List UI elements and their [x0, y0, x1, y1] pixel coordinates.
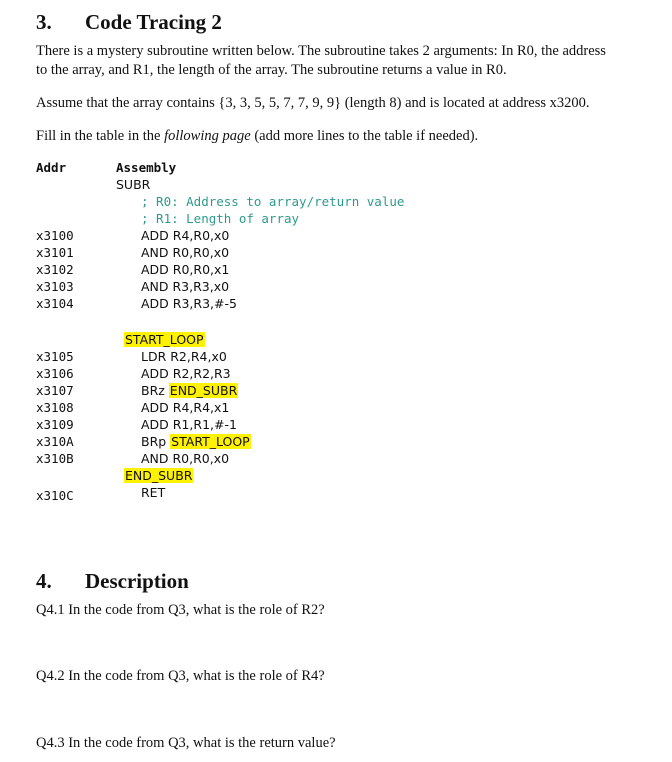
section-4-title: Description	[85, 569, 189, 593]
comment-r0: ; R0: Address to array/return value	[141, 194, 405, 209]
fill-instruction-pre: Fill in the table in the	[36, 128, 165, 144]
fill-instruction-italic: following page	[164, 128, 251, 144]
end-subr-target-highlight: END_SUBR	[169, 383, 238, 398]
instr-x3104: ADD R3,R3,#-5	[141, 296, 237, 311]
end-subr-label	[124, 468, 193, 483]
instr-x3105: LDR R2,R4,x0	[141, 349, 227, 364]
section-3-title: Code Tracing 2	[85, 10, 222, 34]
fill-instruction-post: (add more lines to the table if needed).	[250, 128, 479, 144]
question-4-3: Q4.3 In the code from Q3, what is the return value?	[36, 735, 336, 751]
instr-x310A	[141, 434, 251, 449]
instr-x3101: AND R0,R0,x0	[141, 245, 230, 260]
addr-x310C: x310C	[36, 488, 74, 503]
subr-label: SUBR	[116, 177, 151, 192]
addr-x3104: x3104	[36, 296, 74, 311]
addr-x3101: x3101	[36, 245, 74, 260]
start-loop-target-highlight: START_LOOP	[171, 434, 250, 449]
end-subr-highlight: END_SUBR	[125, 468, 193, 483]
instr-x3100: ADD R4,R0,x0	[141, 228, 230, 243]
section-3-number: 3.	[36, 10, 52, 34]
addr-x3107: x3107	[36, 383, 74, 398]
addr-x3105: x3105	[36, 349, 74, 364]
comment-r1: ; R1: Length of array	[141, 211, 300, 226]
addr-x310A: x310A	[36, 434, 74, 449]
addr-x3102: x3102	[36, 262, 74, 277]
instr-x310C: RET	[141, 485, 166, 500]
intro-line-1: There is a mystery subroutine written below. The subroutine takes 2 arguments: In R0, the address	[36, 43, 606, 59]
instr-x310B: AND R0,R0,x0	[141, 451, 230, 466]
instr-x3102: ADD R0,R0,x1	[141, 262, 230, 277]
assembly-header: Assembly	[116, 160, 177, 175]
start-loop-label	[124, 332, 205, 347]
addr-x310B: x310B	[36, 451, 74, 466]
addr-x3100: x3100	[36, 228, 74, 243]
fill-instruction	[36, 127, 478, 146]
instr-x3107	[141, 383, 238, 398]
start-loop-highlight: START_LOOP	[125, 332, 204, 347]
intro-line-2: to the array, and R1, the length of the array. The subroutine returns a value in R0.	[36, 62, 507, 78]
instr-x3106: ADD R2,R2,R3	[141, 366, 231, 381]
assumption-text: Assume that the array contains {3, 3, 5, 5, 7, 7, 9, 9} (length 8) and is located at address x3200.	[36, 95, 590, 111]
addr-x3103: x3103	[36, 279, 74, 294]
instr-x3103: AND R3,R3,x0	[141, 279, 230, 294]
question-4-2: Q4.2 In the code from Q3, what is the role of R4?	[36, 668, 325, 684]
addr-x3106: x3106	[36, 366, 74, 381]
instr-x3108: ADD R4,R4,x1	[141, 400, 230, 415]
instr-x3107-op: BRz	[141, 383, 169, 398]
section-4-number: 4.	[36, 569, 52, 593]
addr-x3109: x3109	[36, 417, 74, 432]
question-4-1: Q4.1 In the code from Q3, what is the role of R2?	[36, 602, 325, 618]
instr-x3109: ADD R1,R1,#-1	[141, 417, 237, 432]
addr-header: Addr	[36, 160, 67, 175]
addr-x3108: x3108	[36, 400, 74, 415]
instr-x310A-op: BRp	[141, 434, 171, 449]
